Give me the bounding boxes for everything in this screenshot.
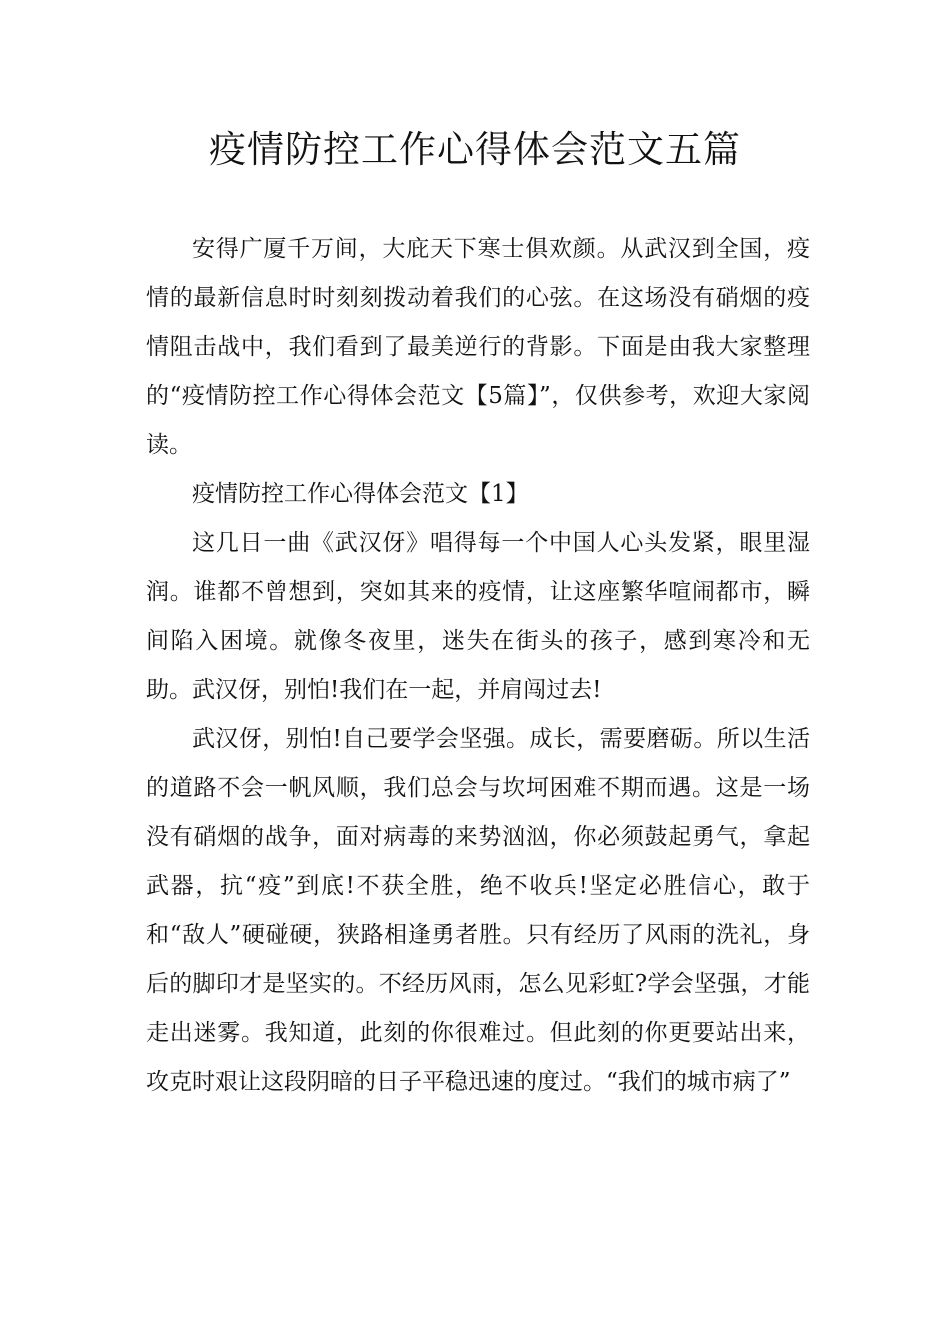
- section-heading: 疫情防控工作心得体会范文【1】: [192, 481, 529, 507]
- body-paragraph: 武汉伢，别怕!自己要学会坚强。成长，需要磨砺。所以生活的道路不会一帆风顺，我们总会与坎坷困难不期而遇。这是一场没有硝烟的战争，面对病毒的来势汹汹，你必须鼓起勇气，拿起武器，抗“疫”到底!不获全胜，绝不收兵!坚定必胜信心，敢于和“敌人”硬碰硬，狭路相逢勇者胜。只有经历了风雨的洗礼，身后的脚印才是坚实的。不经历风雨，怎么见彩虹?学会坚强，才能走出迷雾。我知道，此刻的你很难过。但此刻的你更要站出来，攻克时艰让这段阴暗的日子平稳迅速的度过。“我们的城市病了”: [146, 726, 810, 1095]
- body-paragraph: 这几日一曲《武汉伢》唱得每一个中国人心头发紧，眼里湿润。谁都不曾想到，突如其来的疫情，让这座繁华喧闹都市，瞬间陷入困境。就像冬夜里，迷失在街头的孩子，感到寒冷和无助。武汉伢，别怕!我们在一起，并肩闯过去!: [146, 530, 810, 703]
- document-title: 疫情防控工作心得体会范文五篇: [209, 128, 741, 171]
- intro-paragraph: 安得广厦千万间，大庇天下寒士俱欢颜。从武汉到全国，疫情的最新信息时时刻刻拨动着我们的心弦。在这场没有硝烟的疫情阻击战中，我们看到了最美逆行的背影。下面是由我大家整理的“疫情防控工作心得体会范文【5篇】”，仅供参考，欢迎大家阅读。: [146, 236, 810, 458]
- document-body: [146, 225, 810, 1107]
